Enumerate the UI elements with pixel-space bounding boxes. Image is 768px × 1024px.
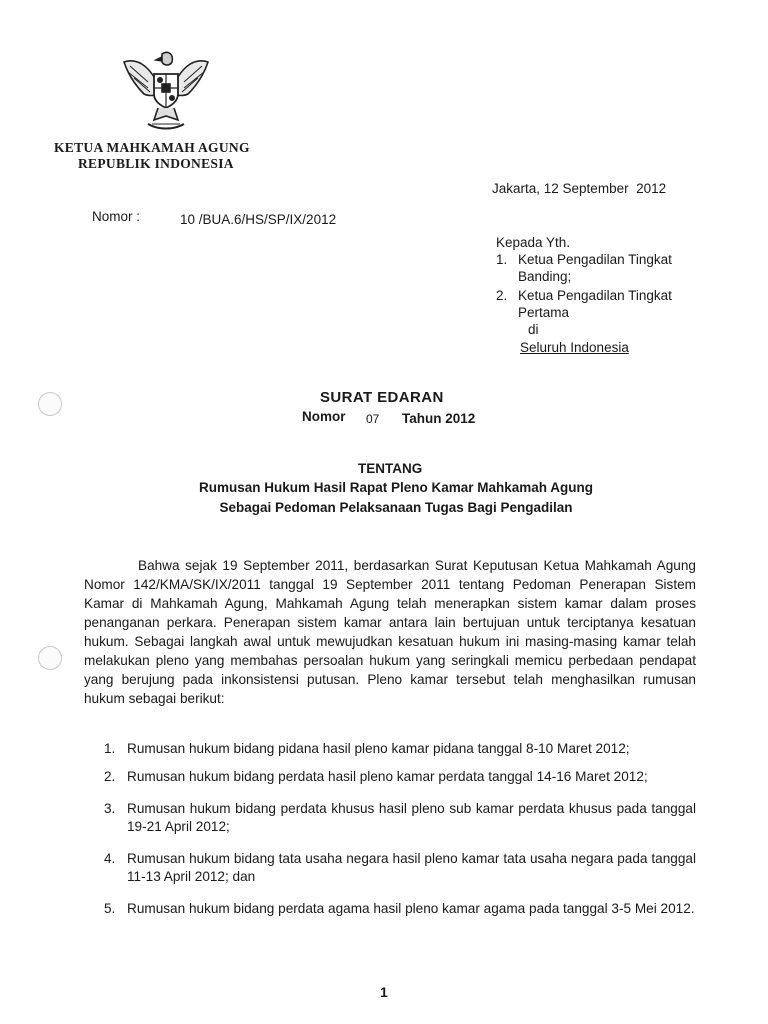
nomor-label: Nomor : bbox=[92, 209, 141, 224]
recipient-2-line1: Ketua Pengadilan Tingkat bbox=[518, 288, 672, 303]
garuda-emblem-icon bbox=[118, 44, 214, 136]
letterhead-title: KETUA MAHKAMAH AGUNG bbox=[54, 140, 250, 155]
recipient-1-number: 1. bbox=[496, 252, 508, 267]
list-item-text: Rumusan hukum bidang perdata khusus hasil pleno sub kamar perdata khusus pada tanggal 19-21 April 2012; bbox=[127, 801, 696, 834]
document-number-value: 07 bbox=[366, 412, 380, 426]
document-year: Tahun 2012 bbox=[402, 411, 476, 426]
letter-date: Jakarta, 12 September 2012 bbox=[492, 181, 667, 196]
punch-hole-bottom bbox=[38, 646, 62, 670]
recipients-di: di bbox=[528, 322, 539, 337]
list-item-text: Rumusan hukum bidang perdata agama hasil pleno kamar agama pada tanggal 3-5 Mei 2012. bbox=[127, 901, 695, 916]
list-item-text: Rumusan hukum bidang tata usaha negara hasil pleno kamar tata usaha negara pada tanggal 11-13 April 2012; dan bbox=[127, 851, 696, 884]
punch-hole-top bbox=[38, 392, 62, 416]
list-item bbox=[84, 900, 696, 918]
list-item-text: Rumusan hukum bidang pidana hasil pleno kamar pidana tanggal 8-10 Maret 2012; bbox=[127, 741, 630, 756]
recipients-greeting: Kepada Yth. bbox=[496, 235, 571, 250]
list-item-number: 4. bbox=[104, 851, 116, 866]
recipient-2-number: 2. bbox=[496, 288, 508, 303]
list-item bbox=[84, 850, 696, 886]
recipient-1-line2: Banding; bbox=[518, 269, 572, 284]
list-item-number: 1. bbox=[104, 741, 116, 756]
rumusan-list bbox=[84, 740, 696, 918]
list-item bbox=[84, 768, 696, 786]
document-title: SURAT EDARAN bbox=[320, 389, 444, 406]
subject-tentang: TENTANG bbox=[358, 461, 423, 476]
list-item-number: 5. bbox=[104, 901, 116, 916]
recipient-1-line1: Ketua Pengadilan Tingkat bbox=[518, 252, 672, 267]
subject-line-1: Rumusan Hukum Hasil Rapat Pleno Kamar Mahkamah Agung bbox=[198, 480, 594, 495]
recipient-2-line2: Pertama bbox=[518, 305, 570, 320]
page-number: 1 bbox=[380, 984, 388, 1000]
list-item bbox=[84, 800, 696, 836]
body-paragraph bbox=[84, 556, 696, 708]
list-item bbox=[84, 740, 696, 758]
recipients-place: Seluruh Indonesia bbox=[520, 340, 629, 355]
list-item-number: 2. bbox=[104, 769, 116, 784]
list-item-text: Rumusan hukum bidang perdata hasil pleno kamar perdata tanggal 14-16 Maret 2012; bbox=[127, 769, 648, 784]
letterhead-subtitle: REPUBLIK INDONESIA bbox=[78, 156, 234, 171]
list-item-number: 3. bbox=[104, 801, 116, 816]
body-paragraph-text: Bahwa sejak 19 September 2011, berdasarkan Surat Keputusan Ketua Mahkamah Agung Nomor 142/KMA/SK/IX/2011 tanggal 19 September 2011 tentang Pedoman Penerapan Sistem Kamar di Mahkamah Agung, Mahkamah Agung telah menerapkan sistem kamar dalam proses penanganan perkara. Penerapan sistem kamar antara lain bertujuan untuk terciptanya kesatuan hukum. Sebagai langkah awal untuk mewujudkan kesatuan hukum ini masing-masing kamar telah melakukan pleno yang membahas persoalan hukum yang seringkali memicu perbedaan pendapat yang berujung pada inkonsistensi putusan. Pleno kamar tersebut telah menghasilkan rumusan hukum sebagai berikut: bbox=[84, 558, 696, 706]
subject-line-2: Sebagai Pedoman Pelaksanaan Tugas Bagi Pengadilan bbox=[219, 500, 573, 515]
nomor-value: 10 /BUA.6/HS/SP/IX/2012 bbox=[180, 212, 337, 227]
document-number-label: Nomor bbox=[302, 409, 346, 424]
